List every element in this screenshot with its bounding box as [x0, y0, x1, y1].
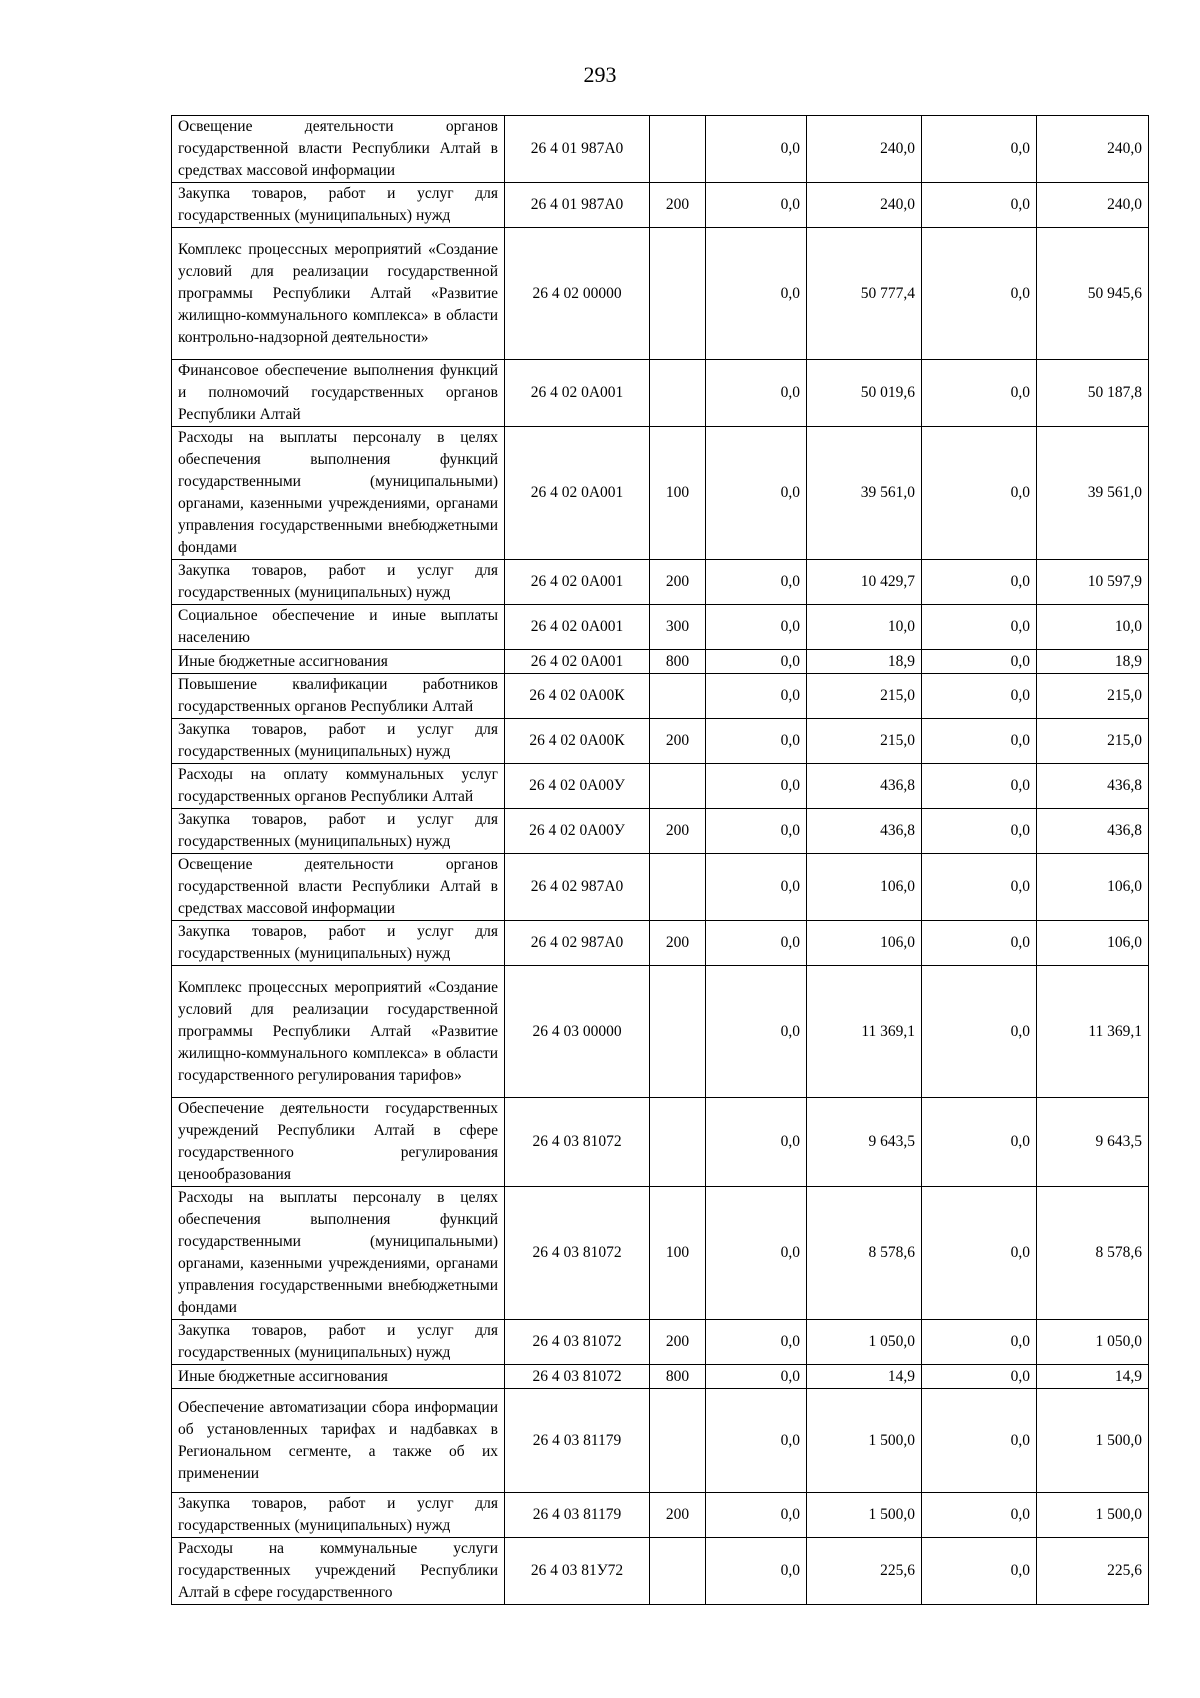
row-value-2-cell: 10 429,7 — [807, 560, 922, 605]
row-value-3-cell: 0,0 — [922, 183, 1037, 228]
row-value-1-cell: 0,0 — [706, 1538, 807, 1605]
row-name-cell: Освещение деятельности органов государственной власти Республики Алтай в средствах массовой информации — [172, 116, 505, 183]
row-value-3-cell: 0,0 — [922, 966, 1037, 1098]
row-value-4-cell: 215,0 — [1037, 674, 1149, 719]
row-code-cell: 26 4 01 987А0 — [505, 183, 650, 228]
row-value-3-cell: 0,0 — [922, 1187, 1037, 1320]
row-expense-type-cell: 200 — [650, 921, 706, 966]
row-value-4-cell: 436,8 — [1037, 764, 1149, 809]
row-value-4-cell: 14,9 — [1037, 1365, 1149, 1389]
row-value-4-cell: 8 578,6 — [1037, 1187, 1149, 1320]
row-name-cell: Расходы на коммунальные услуги государственных учреждений Республики Алтай в сфере государственного — [172, 1538, 505, 1605]
row-expense-type-cell — [650, 360, 706, 427]
row-code-cell: 26 4 03 81У72 — [505, 1538, 650, 1605]
table-row — [172, 854, 1149, 921]
row-value-3-cell: 0,0 — [922, 809, 1037, 854]
row-value-3-cell: 0,0 — [922, 719, 1037, 764]
row-value-1-cell: 0,0 — [706, 116, 807, 183]
row-code-cell: 26 4 02 0А00У — [505, 809, 650, 854]
row-code-cell: 26 4 03 81072 — [505, 1320, 650, 1365]
row-value-2-cell: 18,9 — [807, 650, 922, 674]
row-expense-type-cell: 100 — [650, 1187, 706, 1320]
row-expense-type-cell: 300 — [650, 605, 706, 650]
row-value-2-cell: 14,9 — [807, 1365, 922, 1389]
row-expense-type-cell: 800 — [650, 650, 706, 674]
row-name-cell: Расходы на выплаты персоналу в целях обеспечения выполнения функций государственными (муниципальными) органами, казенными учреждениями, органами управления государственными внебюджетными фондами — [172, 1187, 505, 1320]
row-value-1-cell: 0,0 — [706, 228, 807, 360]
row-value-2-cell: 1 050,0 — [807, 1320, 922, 1365]
row-name-cell: Комплекс процессных мероприятий «Создание условий для реализации государственной программы Республики Алтай «Развитие жилищно-коммунального комплекса» в области контрольно-надзорной деятельности» — [172, 228, 505, 360]
row-value-4-cell: 240,0 — [1037, 116, 1149, 183]
row-value-2-cell: 436,8 — [807, 809, 922, 854]
row-value-4-cell: 10 597,9 — [1037, 560, 1149, 605]
row-value-4-cell: 1 500,0 — [1037, 1389, 1149, 1493]
row-value-3-cell: 0,0 — [922, 360, 1037, 427]
row-name-cell: Закупка товаров, работ и услуг для государственных (муниципальных) нужд — [172, 1493, 505, 1538]
table-row — [172, 116, 1149, 183]
row-expense-type-cell: 200 — [650, 809, 706, 854]
row-value-4-cell: 11 369,1 — [1037, 966, 1149, 1098]
row-name-cell: Закупка товаров, работ и услуг для государственных (муниципальных) нужд — [172, 560, 505, 605]
row-value-3-cell: 0,0 — [922, 1493, 1037, 1538]
row-value-3-cell: 0,0 — [922, 1389, 1037, 1493]
row-expense-type-cell: 800 — [650, 1365, 706, 1389]
table-row — [172, 560, 1149, 605]
row-value-4-cell: 106,0 — [1037, 921, 1149, 966]
row-code-cell: 26 4 02 0А001 — [505, 560, 650, 605]
row-value-2-cell: 1 500,0 — [807, 1493, 922, 1538]
row-value-1-cell: 0,0 — [706, 966, 807, 1098]
row-value-1-cell: 0,0 — [706, 1320, 807, 1365]
row-value-2-cell: 215,0 — [807, 674, 922, 719]
row-expense-type-cell — [650, 764, 706, 809]
row-name-cell: Закупка товаров, работ и услуг для государственных (муниципальных) нужд — [172, 809, 505, 854]
row-value-1-cell: 0,0 — [706, 674, 807, 719]
row-value-4-cell: 9 643,5 — [1037, 1098, 1149, 1187]
row-code-cell: 26 4 03 00000 — [505, 966, 650, 1098]
row-value-2-cell: 215,0 — [807, 719, 922, 764]
table-row — [172, 650, 1149, 674]
row-name-cell: Иные бюджетные ассигнования — [172, 1365, 505, 1389]
row-expense-type-cell: 200 — [650, 183, 706, 228]
row-code-cell: 26 4 02 0А00У — [505, 764, 650, 809]
row-expense-type-cell: 100 — [650, 427, 706, 560]
row-value-2-cell: 50 019,6 — [807, 360, 922, 427]
row-code-cell: 26 4 02 0А00К — [505, 674, 650, 719]
table-row — [172, 921, 1149, 966]
row-value-3-cell: 0,0 — [922, 116, 1037, 183]
row-value-4-cell: 215,0 — [1037, 719, 1149, 764]
row-value-2-cell: 50 777,4 — [807, 228, 922, 360]
row-value-4-cell: 1 500,0 — [1037, 1493, 1149, 1538]
row-value-3-cell: 0,0 — [922, 650, 1037, 674]
row-value-4-cell: 50 187,8 — [1037, 360, 1149, 427]
table-row — [172, 360, 1149, 427]
table-row — [172, 809, 1149, 854]
row-value-2-cell: 10,0 — [807, 605, 922, 650]
row-value-2-cell: 225,6 — [807, 1538, 922, 1605]
row-value-1-cell: 0,0 — [706, 427, 807, 560]
row-code-cell: 26 4 03 81072 — [505, 1187, 650, 1320]
row-value-3-cell: 0,0 — [922, 1320, 1037, 1365]
row-value-3-cell: 0,0 — [922, 1098, 1037, 1187]
table-row — [172, 1365, 1149, 1389]
table-row — [172, 1098, 1149, 1187]
row-code-cell: 26 4 02 0А001 — [505, 605, 650, 650]
row-value-2-cell: 11 369,1 — [807, 966, 922, 1098]
row-value-1-cell: 0,0 — [706, 183, 807, 228]
row-expense-type-cell — [650, 854, 706, 921]
row-value-2-cell: 1 500,0 — [807, 1389, 922, 1493]
table-row — [172, 1538, 1149, 1605]
table-row — [172, 427, 1149, 560]
row-expense-type-cell: 200 — [650, 1320, 706, 1365]
row-expense-type-cell — [650, 674, 706, 719]
table-row — [172, 1320, 1149, 1365]
table-row — [172, 1187, 1149, 1320]
row-code-cell: 26 4 03 81179 — [505, 1389, 650, 1493]
row-expense-type-cell — [650, 1098, 706, 1187]
row-name-cell: Финансовое обеспечение выполнения функций и полномочий государственных органов Республики Алтай — [172, 360, 505, 427]
row-expense-type-cell — [650, 1538, 706, 1605]
table-row — [172, 674, 1149, 719]
table-row — [172, 183, 1149, 228]
row-expense-type-cell: 200 — [650, 560, 706, 605]
table-row — [172, 228, 1149, 360]
row-value-4-cell: 18,9 — [1037, 650, 1149, 674]
row-value-1-cell: 0,0 — [706, 921, 807, 966]
row-value-2-cell: 8 578,6 — [807, 1187, 922, 1320]
row-expense-type-cell — [650, 1389, 706, 1493]
row-name-cell: Обеспечение автоматизации сбора информации об установленных тарифах и надбавках в Региональном сегменте, а также об их применении — [172, 1389, 505, 1493]
row-name-cell: Закупка товаров, работ и услуг для государственных (муниципальных) нужд — [172, 183, 505, 228]
row-value-2-cell: 106,0 — [807, 921, 922, 966]
table-row — [172, 764, 1149, 809]
row-value-4-cell: 39 561,0 — [1037, 427, 1149, 560]
row-value-2-cell: 9 643,5 — [807, 1098, 922, 1187]
row-name-cell: Освещение деятельности органов государственной власти Республики Алтай в средствах массовой информации — [172, 854, 505, 921]
row-name-cell: Закупка товаров, работ и услуг для государственных (муниципальных) нужд — [172, 1320, 505, 1365]
table-row — [172, 966, 1149, 1098]
row-value-1-cell: 0,0 — [706, 764, 807, 809]
row-value-2-cell: 240,0 — [807, 183, 922, 228]
row-value-3-cell: 0,0 — [922, 1538, 1037, 1605]
row-name-cell: Комплекс процессных мероприятий «Создание условий для реализации государственной программы Республики Алтай «Развитие жилищно-коммунального комплекса» в области государственного регулирования тарифов» — [172, 966, 505, 1098]
row-code-cell: 26 4 02 0А001 — [505, 427, 650, 560]
row-name-cell: Закупка товаров, работ и услуг для государственных (муниципальных) нужд — [172, 921, 505, 966]
row-value-1-cell: 0,0 — [706, 360, 807, 427]
row-value-1-cell: 0,0 — [706, 650, 807, 674]
row-name-cell: Расходы на выплаты персоналу в целях обеспечения выполнения функций государственными (муниципальными) органами, казенными учреждениями, органами управления государственными внебюджетными фондами — [172, 427, 505, 560]
row-name-cell: Социальное обеспечение и иные выплаты населению — [172, 605, 505, 650]
page-number: 293 — [583, 62, 617, 87]
table-row — [172, 605, 1149, 650]
row-value-3-cell: 0,0 — [922, 674, 1037, 719]
budget-table — [171, 115, 1149, 1605]
row-code-cell: 26 4 02 0А001 — [505, 650, 650, 674]
row-value-1-cell: 0,0 — [706, 854, 807, 921]
row-value-3-cell: 0,0 — [922, 854, 1037, 921]
row-code-cell: 26 4 01 987А0 — [505, 116, 650, 183]
row-code-cell: 26 4 02 987А0 — [505, 854, 650, 921]
row-value-3-cell: 0,0 — [922, 228, 1037, 360]
row-value-4-cell: 106,0 — [1037, 854, 1149, 921]
table-row — [172, 1493, 1149, 1538]
row-code-cell: 26 4 03 81179 — [505, 1493, 650, 1538]
row-value-2-cell: 39 561,0 — [807, 427, 922, 560]
row-code-cell: 26 4 02 0А001 — [505, 360, 650, 427]
row-code-cell: 26 4 03 81072 — [505, 1365, 650, 1389]
row-value-1-cell: 0,0 — [706, 1098, 807, 1187]
row-name-cell: Закупка товаров, работ и услуг для государственных (муниципальных) нужд — [172, 719, 505, 764]
row-name-cell: Повышение квалификации работников государственных органов Республики Алтай — [172, 674, 505, 719]
row-value-3-cell: 0,0 — [922, 921, 1037, 966]
row-value-3-cell: 0,0 — [922, 605, 1037, 650]
row-code-cell: 26 4 03 81072 — [505, 1098, 650, 1187]
row-value-1-cell: 0,0 — [706, 719, 807, 764]
row-value-1-cell: 0,0 — [706, 1389, 807, 1493]
row-expense-type-cell — [650, 116, 706, 183]
row-value-1-cell: 0,0 — [706, 1493, 807, 1538]
row-value-4-cell: 10,0 — [1037, 605, 1149, 650]
row-expense-type-cell — [650, 966, 706, 1098]
row-value-2-cell: 240,0 — [807, 116, 922, 183]
row-expense-type-cell: 200 — [650, 1493, 706, 1538]
row-expense-type-cell: 200 — [650, 719, 706, 764]
row-value-3-cell: 0,0 — [922, 764, 1037, 809]
row-value-3-cell: 0,0 — [922, 427, 1037, 560]
row-code-cell: 26 4 02 0А00К — [505, 719, 650, 764]
row-name-cell: Обеспечение деятельности государственных учреждений Республики Алтай в сфере государственного регулирования ценообразования — [172, 1098, 505, 1187]
row-value-1-cell: 0,0 — [706, 1365, 807, 1389]
row-name-cell: Иные бюджетные ассигнования — [172, 650, 505, 674]
row-value-3-cell: 0,0 — [922, 560, 1037, 605]
row-value-2-cell: 436,8 — [807, 764, 922, 809]
row-value-4-cell: 225,6 — [1037, 1538, 1149, 1605]
row-value-2-cell: 106,0 — [807, 854, 922, 921]
row-value-4-cell: 436,8 — [1037, 809, 1149, 854]
row-value-1-cell: 0,0 — [706, 560, 807, 605]
row-value-1-cell: 0,0 — [706, 605, 807, 650]
row-expense-type-cell — [650, 228, 706, 360]
row-value-4-cell: 50 945,6 — [1037, 228, 1149, 360]
row-value-4-cell: 1 050,0 — [1037, 1320, 1149, 1365]
row-value-1-cell: 0,0 — [706, 1187, 807, 1320]
row-value-4-cell: 240,0 — [1037, 183, 1149, 228]
row-code-cell: 26 4 02 987А0 — [505, 921, 650, 966]
row-code-cell: 26 4 02 00000 — [505, 228, 650, 360]
row-value-3-cell: 0,0 — [922, 1365, 1037, 1389]
row-value-1-cell: 0,0 — [706, 809, 807, 854]
table-row — [172, 1389, 1149, 1493]
table-row — [172, 719, 1149, 764]
row-name-cell: Расходы на оплату коммунальных услуг государственных органов Республики Алтай — [172, 764, 505, 809]
